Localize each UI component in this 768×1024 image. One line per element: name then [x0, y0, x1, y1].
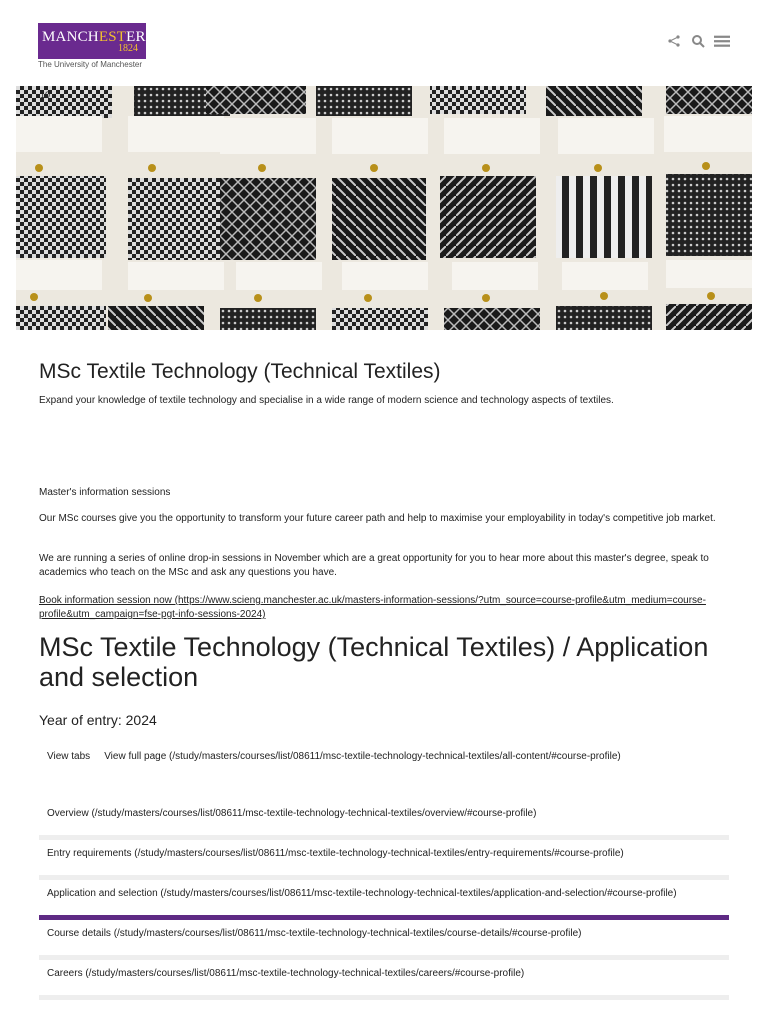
book-session-link[interactable]: Book information session now (https://www.scieng.manchester.ac.uk/masters-information-sessions/?utm_source=course-profile&utm_medium=course-profile&utm_campaign=fse-pgt-info-sessions-2024)	[39, 595, 706, 620]
tab-label: Application and selection (/study/masters/courses/list/08611/msc-textile-technology-technical-textiles/application-and-selection/#course-profile)	[47, 888, 677, 899]
header-actions	[666, 33, 730, 49]
logo-wordmark: MANCHESTER	[42, 29, 146, 45]
logo-subtitle: The University of Manchester	[38, 60, 143, 69]
year-of-entry: Year of entry: 2024	[39, 712, 157, 728]
hero-corner-number: 10	[40, 90, 51, 100]
logo-year: 1824	[118, 43, 138, 54]
view-full-page-link[interactable]: View full page (/study/masters/courses/list/08611/msc-textile-technology-technical-textiles/all-content/#course-profile)	[104, 751, 621, 762]
tab-label: Overview (/study/masters/courses/list/08611/msc-textile-technology-technical-textiles/overview/#course-profile)	[47, 808, 537, 819]
share-icon[interactable]	[666, 33, 682, 49]
course-lead: Expand your knowledge of textile technology and specialise in a wide range of modern science and technology aspects of textiles.	[39, 395, 614, 406]
textile-swatches-illustration	[16, 86, 752, 330]
view-options	[47, 751, 621, 762]
search-icon[interactable]	[690, 33, 706, 49]
site-header	[0, 0, 768, 86]
tab-label: Entry requirements (/study/masters/courses/list/08611/msc-textile-technology-technical-textiles/entry-requirements/#course-profile)	[47, 848, 624, 859]
course-title: MSc Textile Technology (Technical Textiles)	[39, 360, 441, 383]
info-sessions-heading: Master's information sessions	[39, 487, 171, 498]
tab-label: Course details (/study/masters/courses/list/08611/msc-textile-technology-technical-textiles/course-details/#course-profile)	[47, 928, 582, 939]
university-logo[interactable]	[38, 23, 146, 59]
tab-overview[interactable]	[39, 800, 729, 840]
tab-course-details[interactable]	[39, 920, 729, 960]
section-title: MSc Textile Technology (Technical Textiles) / Application and selection	[39, 632, 709, 692]
info-paragraph-2: We are running a series of online drop-in sessions in November which are a great opportunity for you to hear more about this master's degree, speak to academics who teach on the MSc and ask any questions you have.	[39, 553, 709, 578]
menu-icon[interactable]	[714, 33, 730, 49]
tab-entry-requirements[interactable]	[39, 840, 729, 880]
info-paragraph-1: Our MSc courses give you the opportunity to transform your future career path and help to maximise your employability in today's competitive job market.	[39, 513, 716, 524]
tab-application-and-selection[interactable]	[39, 880, 729, 920]
tab-careers[interactable]	[39, 960, 729, 1000]
tab-label: Careers (/study/masters/courses/list/08611/msc-textile-technology-technical-textiles/careers/#course-profile)	[47, 968, 525, 979]
view-tabs-link[interactable]: View tabs	[47, 751, 91, 762]
tab-underline	[39, 995, 729, 1000]
hero-image	[16, 86, 752, 330]
